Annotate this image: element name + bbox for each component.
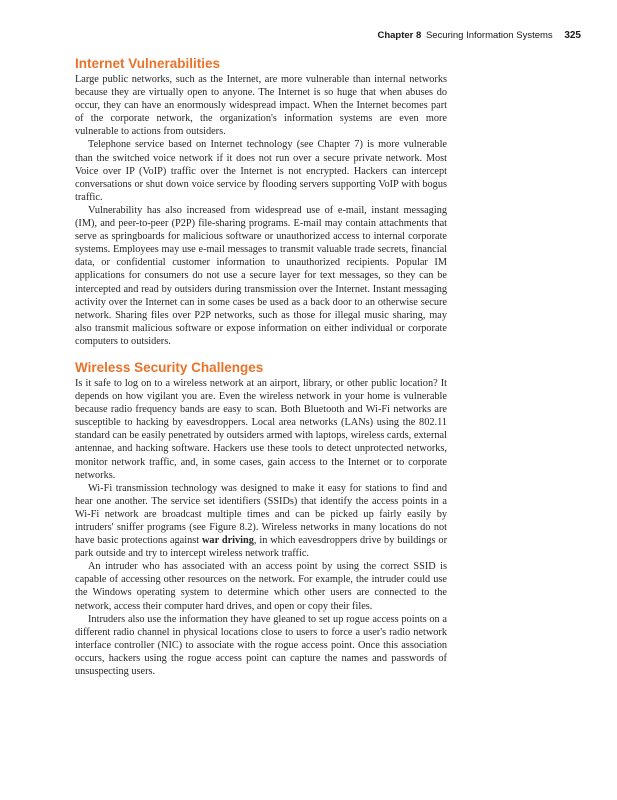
paragraph [75, 482, 447, 561]
paragraph: Large public networks, such as the Internet, are more vulnerable than internal networks because they are virtually open to anyone. The Internet is so huge that when abuses do occur, they can have an enormously widespread impact. When the Internet becomes part of the corporate network, the organization's information systems are even more vulnerable to actions from outsiders. [75, 74, 447, 138]
paragraph-text: Wi-Fi transmission technology was designed to make it easy for stations to find and hear one another. The service set identifiers (SSIDs) that identify the access points in a Wi-Fi network are broadcast multiple times and can be picked up fairly easily by intruders' sniffer programs (see Figure 8.2). Wireless networks in many locations do not have basic protections against [75, 482, 447, 547]
running-head [377, 30, 581, 41]
body-text [75, 56, 447, 678]
chapter-title: Securing Information Systems [425, 30, 553, 41]
key-term-war-driving: war driving [202, 535, 254, 547]
paragraph: Intruders also use the information they have gleaned to set up rogue access points on a different radio channel in physical locations close to users to force a user's radio network interface controller (NIC) to associate with the rogue access point. Once this association occurs, hackers using the rogue access point can capture the names and passwords of unsuspecting users. [75, 613, 447, 678]
section-heading-wireless-security: Wireless Security Challenges [75, 359, 264, 375]
paragraph-text: , in which eavesdroppers drive by buildings or park outside and try to intercept wireless network traffic. [75, 535, 447, 560]
paragraph: Is it safe to log on to a wireless network at an airport, library, or other public location? It depends on how vigilant you are. Even the wireless network in your home is vulnerable because radio frequency bands are easy to scan. Both Bluetooth and Wi-Fi networks are susceptible to hacking by eavesdroppers. Local area networks (LANs) using the 802.11 standard can be easily penetrated by outsiders armed with laptops, wireless cards, external antennae, and hacking software. Hackers use these tools to detect unprotected networks, monitor network traffic, and, in some cases, gain access to the Internet or to corporate networks. [75, 377, 447, 481]
chapter-label: Chapter 8 [377, 30, 422, 41]
paragraph: Vulnerability has also increased from widespread use of e-mail, instant messaging (IM), and peer-to-peer (P2P) file-sharing programs. E-mail may contain attachments that serve as springboards for malicious software or unauthorized access to internal corporate systems. Employees may use e-mail messages to transmit valuable trade secrets, financial data, or confidential customer information to unauthorized recipients. Popular IM applications for consumers do not use a secure layer for text messages, so they can be intercepted and read by outsiders during transmission over the Internet. Instant messaging activity over the Internet can in some cases be used as a back door to an otherwise secure network. Sharing files over P2P networks, such as those for illegal music sharing, may also transmit malicious software or expose information on either individual or corporate computers to outsiders. [75, 204, 447, 347]
paragraph: Telephone service based on Internet technology (see Chapter 7) is more vulnerable than the switched voice network if it does not run over a secure private network. Most Voice over IP (VoIP) traffic over the Internet is not encrypted. Hackers can intercept conversations or shut down voice service by flooding servers supporting VoIP with bogus traffic. [75, 139, 447, 203]
page-number: 325 [564, 30, 581, 41]
paragraph: An intruder who has associated with an access point by using the correct SSID is capable of accessing other resources on the network. For example, the intruder could use the Windows operating system to determine which other users are connected to the network, access their computer hard drives, and open or copy their files. [75, 561, 447, 612]
section-heading-internet-vulnerabilities: Internet Vulnerabilities [75, 56, 221, 71]
